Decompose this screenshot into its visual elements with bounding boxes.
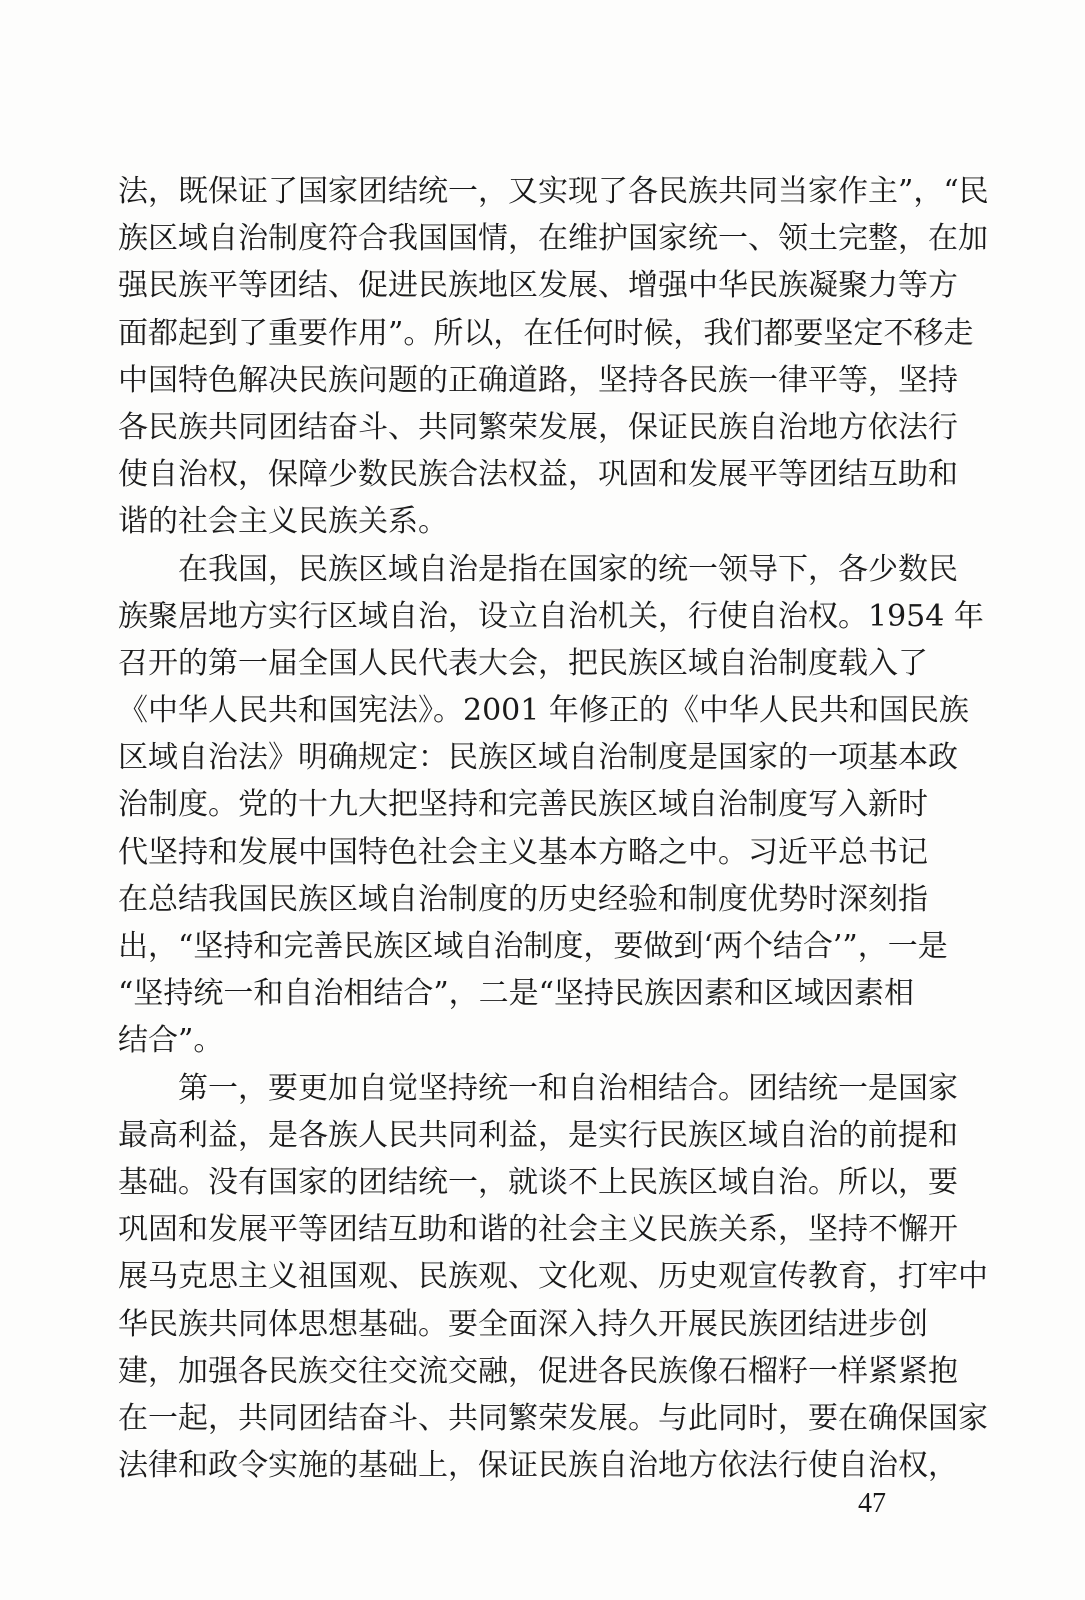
paragraph bbox=[118, 546, 984, 1065]
text-line: 结合”。 bbox=[118, 1023, 224, 1059]
text-line: 在总结我国民族区域自治制度的历史经验和制度优势时深刻指 bbox=[118, 881, 928, 917]
text-line: 法律和政令实施的基础上，保证民族自治地方依法行使自治权， bbox=[118, 1448, 958, 1484]
text-line: 最高利益，是各族人民共同利益，是实行民族区域自治的前提和 bbox=[118, 1117, 958, 1153]
text-line: 巩固和发展平等团结互助和谐的社会主义民族关系，坚持不懈开 bbox=[118, 1212, 958, 1248]
text-line: 第一，要更加自觉坚持统一和自治相结合。团结统一是国家 bbox=[118, 1070, 958, 1106]
text-line: “坚持统一和自治相结合”，二是“坚持民族因素和区域因素相 bbox=[118, 976, 915, 1012]
text-line: 召开的第一届全国人民代表大会，把民族区域自治制度载入了 bbox=[118, 645, 928, 681]
text-line: 代坚持和发展中国特色社会主义基本方略之中。习近平总书记 bbox=[118, 834, 928, 870]
text-line: 基础。没有国家的团结统一，就谈不上民族区域自治。所以，要 bbox=[118, 1164, 958, 1200]
text-line: 面都起到了重要作用”。所以，在任何时候，我们都要坚定不移走 bbox=[118, 315, 974, 351]
text-line: 各民族共同团结奋斗、共同繁荣发展，保证民族自治地方依法行 bbox=[118, 409, 958, 445]
text-line: 展马克思主义祖国观、民族观、文化观、历史观宣传教育，打牢中 bbox=[118, 1259, 988, 1295]
text-line: 谐的社会主义民族关系。 bbox=[118, 504, 448, 540]
text-line: 《中华人民共和国宪法》。2001 年修正的《中华人民共和国民族 bbox=[118, 693, 969, 729]
text-line: 强民族平等团结、促进民族地区发展、增强中华民族凝聚力等方 bbox=[118, 268, 958, 304]
body-text bbox=[118, 168, 989, 1489]
page-number: 47 bbox=[858, 1488, 886, 1519]
text-line: 区域自治法》明确规定：民族区域自治制度是国家的一项基本政 bbox=[118, 740, 958, 776]
text-line: 族区域自治制度符合我国国情，在维护国家统一、领土完整，在加 bbox=[118, 221, 988, 257]
text-line: 建，加强各民族交往交流交融，促进各民族像石榴籽一样紧紧抱 bbox=[118, 1353, 958, 1389]
paragraph bbox=[118, 168, 989, 546]
text-line: 在一起，共同团结奋斗、共同繁荣发展。与此同时，要在确保国家 bbox=[118, 1400, 988, 1436]
text-line: 族聚居地方实行区域自治，设立自治机关，行使自治权。1954 年 bbox=[118, 598, 984, 634]
text-line: 法，既保证了国家团结统一，又实现了各民族共同当家作主”，“民 bbox=[118, 174, 989, 209]
text-line: 使自治权，保障少数民族合法权益，巩固和发展平等团结互助和 bbox=[118, 457, 958, 493]
paragraph bbox=[118, 1065, 988, 1490]
text-line: 在我国，民族区域自治是指在国家的统一领导下，各少数民 bbox=[118, 551, 958, 587]
text-line: 治制度。党的十九大把坚持和完善民族区域自治制度写入新时 bbox=[118, 787, 928, 823]
text-line: 出，“坚持和完善民族区域自治制度，要做到‘两个结合’”，一是 bbox=[118, 929, 948, 964]
text-line: 中国特色解决民族问题的正确道路，坚持各民族一律平等，坚持 bbox=[118, 362, 958, 398]
text-line: 华民族共同体思想基础。要全面深入持久开展民族团结进步创 bbox=[118, 1306, 928, 1342]
